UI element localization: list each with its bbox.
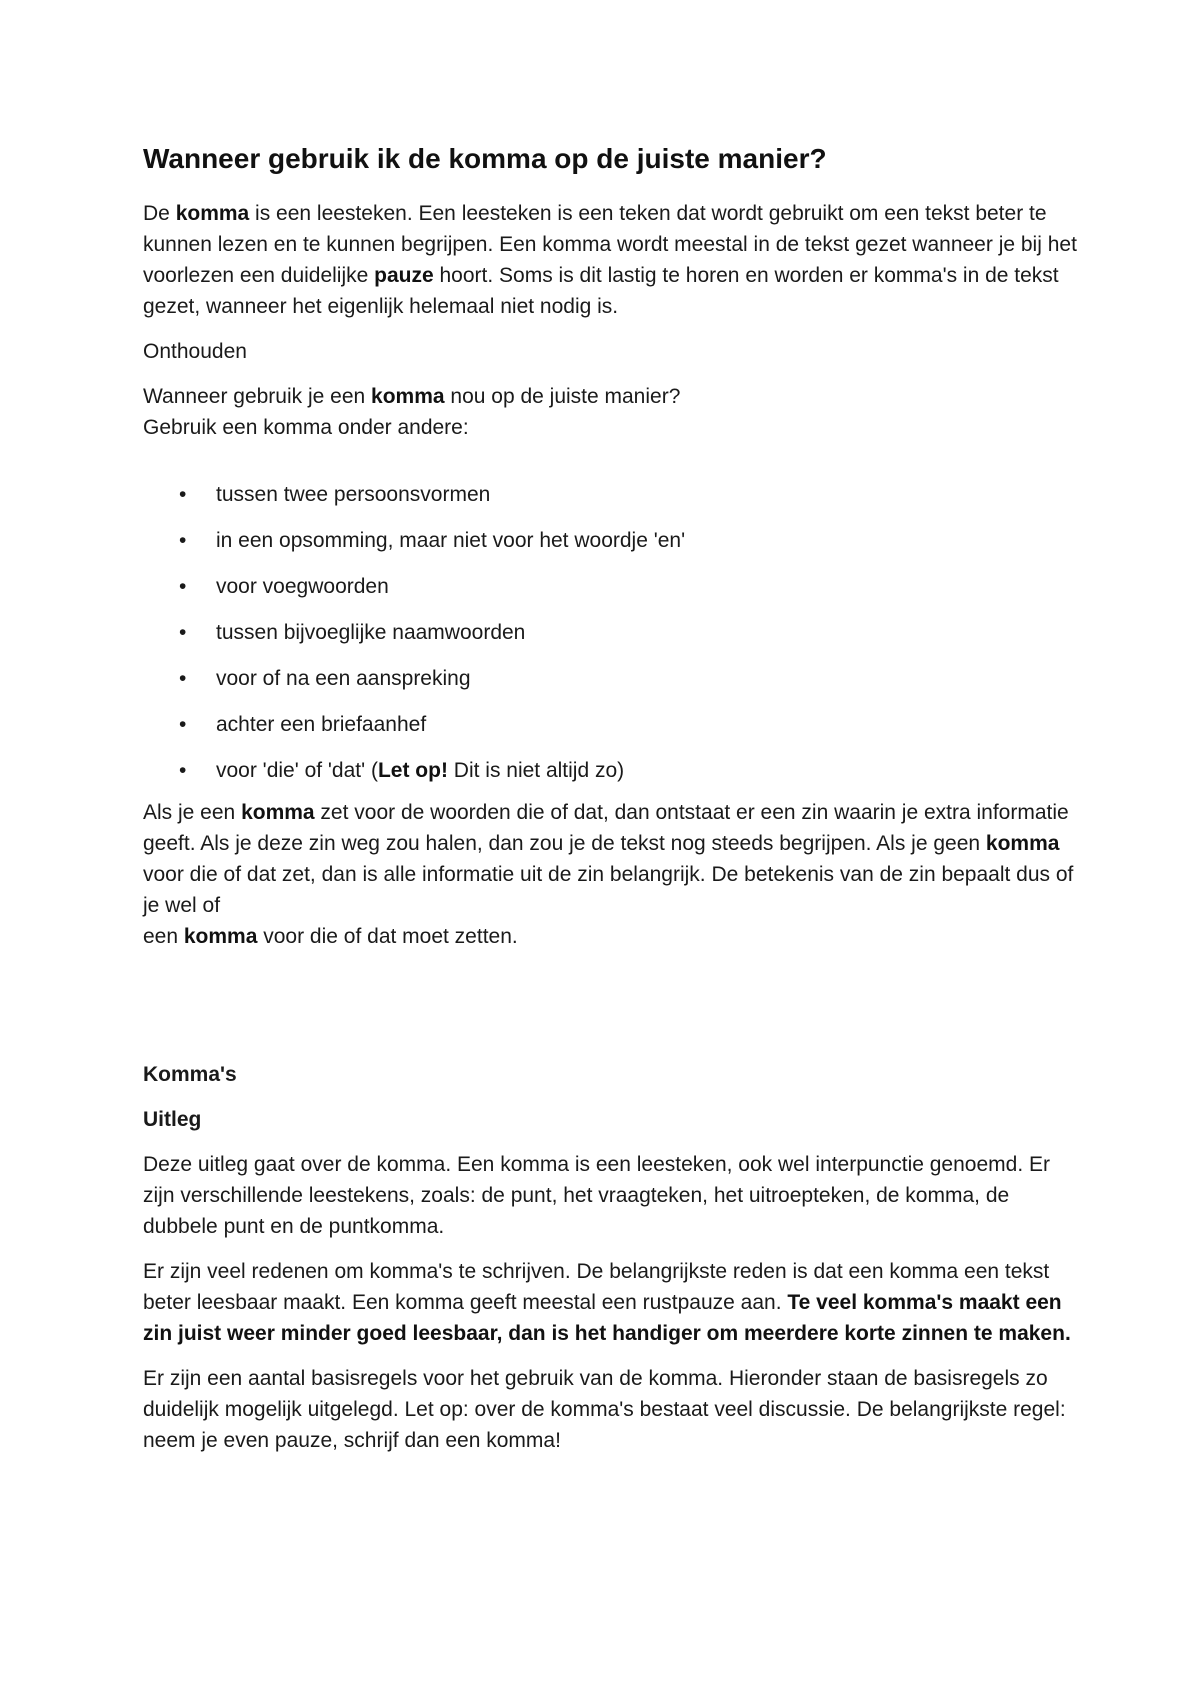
- bullet-icon: •: [179, 574, 187, 598]
- bullet-icon: •: [179, 620, 187, 644]
- section-spacer: [143, 966, 1083, 1059]
- last-item-text-1: voor 'die' of 'dat' (: [216, 758, 378, 782]
- question-line-2: Gebruik een komma onder andere:: [143, 415, 469, 439]
- page-title: Wanneer gebruik ik de komma op de juiste manier?: [143, 143, 827, 174]
- intro-text-3: hoort. Soms is dit lastig te horen en worden er komma's in de tekst gezet, wanneer het eigenlijk helemaal niet nodig is.: [143, 263, 1059, 318]
- die-dat-bold-1: komma: [241, 800, 315, 824]
- intro-text-2: is een leesteken. Een leesteken is een teken dat wordt gebruikt om een tekst beter te kunnen lezen en te kunnen begrijpen. Een komma wordt meestal in de tekst gezet wanneer je bij het voorlezen een duidelijke: [143, 201, 1077, 287]
- document-page: [143, 142, 1083, 1470]
- section-heading: Komma's: [143, 1062, 237, 1086]
- uitleg-paragraph-1: Deze uitleg gaat over de komma. Een komma is een leesteken, ook wel interpunctie genoemd. Er zijn verschillende leestekens, zoals: de punt, het vraagteken, het uitroepteken, de komma, de dubbele punt en de puntkomma.: [143, 1152, 1050, 1238]
- intro-bold-komma: komma: [175, 201, 250, 225]
- bullet-icon: •: [179, 666, 187, 690]
- last-item-bold: Let op!: [377, 758, 448, 782]
- die-dat-text-5: voor die of dat moet zetten.: [257, 924, 518, 948]
- bullet-icon: •: [179, 758, 187, 782]
- list-item-text: tussen bijvoeglijke naamwoorden: [216, 620, 526, 644]
- list-item: [143, 525, 1083, 556]
- list-item: [143, 755, 1083, 786]
- list-item: [143, 663, 1083, 694]
- uitleg-paragraph-2: [143, 1256, 1083, 1349]
- die-dat-text-4: een: [143, 924, 184, 948]
- die-dat-text-1: Als je een: [143, 800, 242, 824]
- question-bold-komma: komma: [371, 384, 445, 408]
- list-item-text: voor voegwoorden: [216, 574, 389, 598]
- list-item-text: tussen twee persoonsvormen: [216, 482, 491, 506]
- question-paragraph: [143, 381, 1083, 443]
- intro-text-1: De: [143, 201, 176, 225]
- die-dat-paragraph: [143, 797, 1083, 952]
- section-subheading: Uitleg: [143, 1107, 202, 1131]
- question-text-1: Wanneer gebruik je een: [143, 384, 372, 408]
- uitleg-paragraph-3: Er zijn een aantal basisregels voor het gebruik van de komma. Hieronder staan de basisregels zo duidelijk mogelijk uitgelegd. Let op: over de komma's bestaat veel discussie. De belangrijkste regel: neem je even pauze, schrijf dan een komma!: [143, 1366, 1066, 1452]
- list-item-text: achter een briefaanhef: [216, 712, 427, 736]
- list-item-text: in een opsomming, maar niet voor het woordje 'en': [216, 528, 686, 552]
- die-dat-bold-2: komma: [985, 831, 1060, 855]
- die-dat-bold-3: komma: [183, 924, 258, 948]
- list-item-text: voor of na een aanspreking: [216, 666, 471, 690]
- die-dat-text-2: zet voor de woorden die of dat, dan ontstaat er een zin waarin je extra informatie geeft. Als je deze zin weg zou halen, dan zou je de tekst nog steeds begrijpen. Als je geen: [143, 800, 1069, 855]
- last-item-text-2: Dit is niet altijd zo): [447, 758, 625, 782]
- bullet-icon: •: [179, 528, 187, 552]
- uitleg-p2-text: Er zijn veel redenen om komma's te schrijven. De belangrijkste reden is dat een komma een tekst beter leesbaar maakt. Een komma geeft meestal een rustpauze aan.: [143, 1259, 1050, 1314]
- onthouden-label: Onthouden: [143, 339, 247, 363]
- question-text-2: nou op de juiste manier?: [444, 384, 681, 408]
- list-item: [143, 617, 1083, 648]
- uitleg-p2-bold: Te veel komma's maakt een zin juist weer minder goed leesbaar, dan is het handiger om meerdere korte zinnen te maken.: [143, 1290, 1071, 1345]
- intro-bold-pauze: pauze: [374, 263, 434, 287]
- list-item: [143, 571, 1083, 602]
- intro-paragraph: [143, 198, 1083, 322]
- rules-list: [143, 479, 1083, 786]
- list-item: [143, 479, 1083, 510]
- bullet-icon: •: [179, 712, 187, 736]
- bullet-icon: •: [179, 482, 187, 506]
- die-dat-text-3: voor die of dat zet, dan is alle informatie uit de zin belangrijk. De betekenis van de zin bepaalt dus of je wel of: [143, 862, 1074, 917]
- list-item: [143, 709, 1083, 740]
